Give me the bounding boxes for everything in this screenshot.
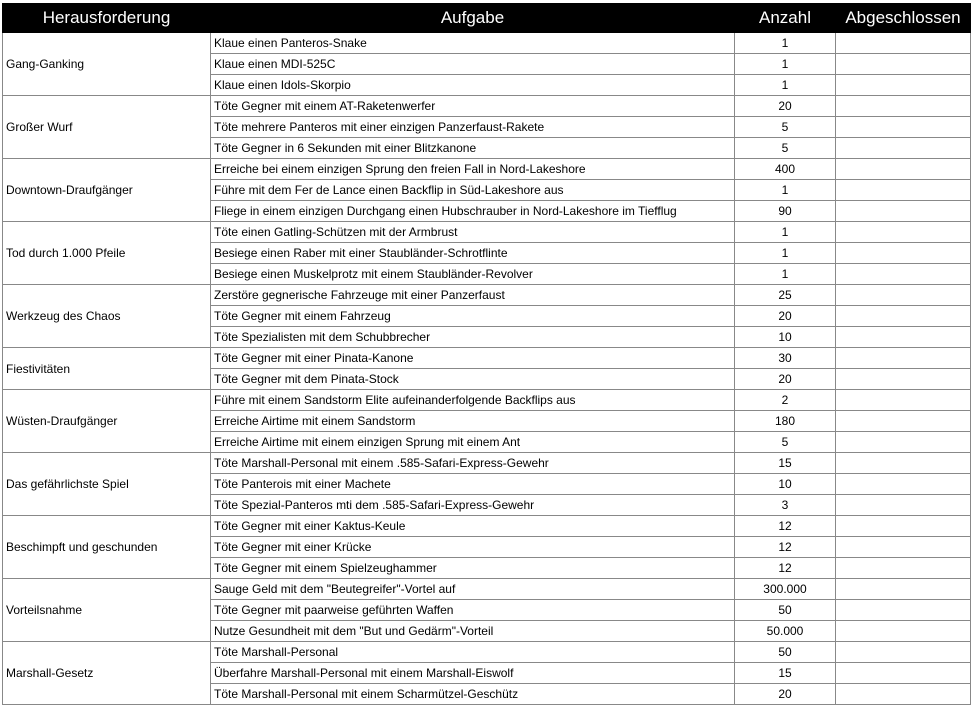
task-cell: Töte mehrere Panteros mit einer einzigen Panzerfaust-Rakete (211, 117, 735, 138)
challenge-name-cell: Gang-Ganking (3, 33, 211, 96)
challenge-name-cell: Vorteilsnahme (3, 579, 211, 642)
count-cell: 5 (735, 432, 836, 453)
completed-cell (836, 306, 971, 327)
header-task: Aufgabe (211, 4, 735, 33)
completed-cell (836, 516, 971, 537)
count-cell: 20 (735, 684, 836, 705)
task-cell: Töte Gegner mit einer Pinata-Kanone (211, 348, 735, 369)
count-cell: 50 (735, 642, 836, 663)
count-cell: 3 (735, 495, 836, 516)
count-cell: 12 (735, 516, 836, 537)
count-cell: 1 (735, 75, 836, 96)
task-cell: Fliege in einem einzigen Durchgang einen Hubschrauber in Nord-Lakeshore im Tiefflug (211, 201, 735, 222)
count-cell: 50.000 (735, 621, 836, 642)
count-cell: 90 (735, 201, 836, 222)
completed-cell (836, 684, 971, 705)
completed-cell (836, 33, 971, 54)
challenge-name-cell: Marshall-Gesetz (3, 642, 211, 705)
task-cell: Töte Spezialisten mit dem Schubbrecher (211, 327, 735, 348)
task-cell: Klaue einen MDI-525C (211, 54, 735, 75)
task-cell: Besiege einen Raber mit einer Staubländer-Schrotflinte (211, 243, 735, 264)
task-cell: Töte Gegner mit paarweise geführten Waffen (211, 600, 735, 621)
completed-cell (836, 663, 971, 684)
task-cell: Führe mit dem Fer de Lance einen Backflip in Süd-Lakeshore aus (211, 180, 735, 201)
count-cell: 10 (735, 327, 836, 348)
completed-cell (836, 537, 971, 558)
count-cell: 30 (735, 348, 836, 369)
completed-cell (836, 159, 971, 180)
table-header (3, 4, 971, 33)
task-cell: Töte Gegner mit einem AT-Raketenwerfer (211, 96, 735, 117)
challenge-name-cell: Das gefährlichste Spiel (3, 453, 211, 516)
completed-cell (836, 432, 971, 453)
task-cell: Töte Marshall-Personal mit einem .585-Safari-Express-Gewehr (211, 453, 735, 474)
challenge-name-cell: Downtown-Draufgänger (3, 159, 211, 222)
task-cell: Klaue einen Idols-Skorpio (211, 75, 735, 96)
count-cell: 2 (735, 390, 836, 411)
completed-cell (836, 243, 971, 264)
completed-cell (836, 390, 971, 411)
table-row (3, 642, 971, 663)
task-cell: Nutze Gesundheit mit dem "But und Gedärm"-Vorteil (211, 621, 735, 642)
count-cell: 15 (735, 453, 836, 474)
table-row (3, 390, 971, 411)
completed-cell (836, 558, 971, 579)
task-cell: Erreiche bei einem einzigen Sprung den freien Fall in Nord-Lakeshore (211, 159, 735, 180)
completed-cell (836, 138, 971, 159)
challenges-table (2, 3, 971, 705)
table-body (3, 33, 971, 705)
header-completed: Abgeschlossen (836, 4, 971, 33)
completed-cell (836, 201, 971, 222)
count-cell: 300.000 (735, 579, 836, 600)
task-cell: Erreiche Airtime mit einem Sandstorm (211, 411, 735, 432)
task-cell: Töte einen Gatling-Schützen mit der Armbrust (211, 222, 735, 243)
count-cell: 20 (735, 306, 836, 327)
completed-cell (836, 264, 971, 285)
count-cell: 25 (735, 285, 836, 306)
table-row (3, 96, 971, 117)
task-cell: Töte Gegner mit dem Pinata-Stock (211, 369, 735, 390)
table-row (3, 348, 971, 369)
table-row (3, 453, 971, 474)
table-row (3, 285, 971, 306)
count-cell: 5 (735, 138, 836, 159)
completed-cell (836, 75, 971, 96)
challenge-name-cell: Beschimpft und geschunden (3, 516, 211, 579)
count-cell: 12 (735, 558, 836, 579)
table-row (3, 159, 971, 180)
task-cell: Töte Panterois mit einer Machete (211, 474, 735, 495)
completed-cell (836, 621, 971, 642)
count-cell: 12 (735, 537, 836, 558)
task-cell: Töte Spezial-Panteros mti dem .585-Safari-Express-Gewehr (211, 495, 735, 516)
count-cell: 10 (735, 474, 836, 495)
count-cell: 180 (735, 411, 836, 432)
completed-cell (836, 327, 971, 348)
completed-cell (836, 222, 971, 243)
task-cell: Töte Gegner mit einem Fahrzeug (211, 306, 735, 327)
task-cell: Klaue einen Panteros-Snake (211, 33, 735, 54)
task-cell: Töte Gegner mit einer Kaktus-Keule (211, 516, 735, 537)
count-cell: 15 (735, 663, 836, 684)
task-cell: Töte Marshall-Personal (211, 642, 735, 663)
task-cell: Erreiche Airtime mit einem einzigen Sprung mit einem Ant (211, 432, 735, 453)
completed-cell (836, 117, 971, 138)
completed-cell (836, 642, 971, 663)
task-cell: Sauge Geld mit dem "Beutegreifer"-Vortel auf (211, 579, 735, 600)
completed-cell (836, 96, 971, 117)
count-cell: 20 (735, 369, 836, 390)
challenge-name-cell: Großer Wurf (3, 96, 211, 159)
challenge-name-cell: Werkzeug des Chaos (3, 285, 211, 348)
completed-cell (836, 411, 971, 432)
completed-cell (836, 285, 971, 306)
count-cell: 20 (735, 96, 836, 117)
table-row (3, 516, 971, 537)
count-cell: 1 (735, 243, 836, 264)
task-cell: Töte Gegner mit einem Spielzeughammer (211, 558, 735, 579)
task-cell: Töte Gegner mit einer Krücke (211, 537, 735, 558)
completed-cell (836, 348, 971, 369)
challenge-name-cell: Tod durch 1.000 Pfeile (3, 222, 211, 285)
completed-cell (836, 453, 971, 474)
task-cell: Zerstöre gegnerische Fahrzeuge mit einer Panzerfaust (211, 285, 735, 306)
count-cell: 1 (735, 264, 836, 285)
task-cell: Führe mit einem Sandstorm Elite aufeinanderfolgende Backflips aus (211, 390, 735, 411)
count-cell: 5 (735, 117, 836, 138)
completed-cell (836, 369, 971, 390)
task-cell: Überfahre Marshall-Personal mit einem Marshall-Eiswolf (211, 663, 735, 684)
task-cell: Besiege einen Muskelprotz mit einem Staubländer-Revolver (211, 264, 735, 285)
completed-cell (836, 474, 971, 495)
table-row (3, 222, 971, 243)
task-cell: Töte Gegner in 6 Sekunden mit einer Blitzkanone (211, 138, 735, 159)
completed-cell (836, 180, 971, 201)
table-row (3, 579, 971, 600)
count-cell: 400 (735, 159, 836, 180)
count-cell: 50 (735, 600, 836, 621)
table-row (3, 33, 971, 54)
challenge-name-cell: Fiestivitäten (3, 348, 211, 390)
completed-cell (836, 579, 971, 600)
header-count: Anzahl (735, 4, 836, 33)
count-cell: 1 (735, 180, 836, 201)
completed-cell (836, 495, 971, 516)
challenge-name-cell: Wüsten-Draufgänger (3, 390, 211, 453)
completed-cell (836, 600, 971, 621)
count-cell: 1 (735, 54, 836, 75)
header-row (3, 4, 971, 33)
count-cell: 1 (735, 222, 836, 243)
completed-cell (836, 54, 971, 75)
task-cell: Töte Marshall-Personal mit einem Scharmützel-Geschütz (211, 684, 735, 705)
count-cell: 1 (735, 33, 836, 54)
header-challenge: Herausforderung (3, 4, 211, 33)
